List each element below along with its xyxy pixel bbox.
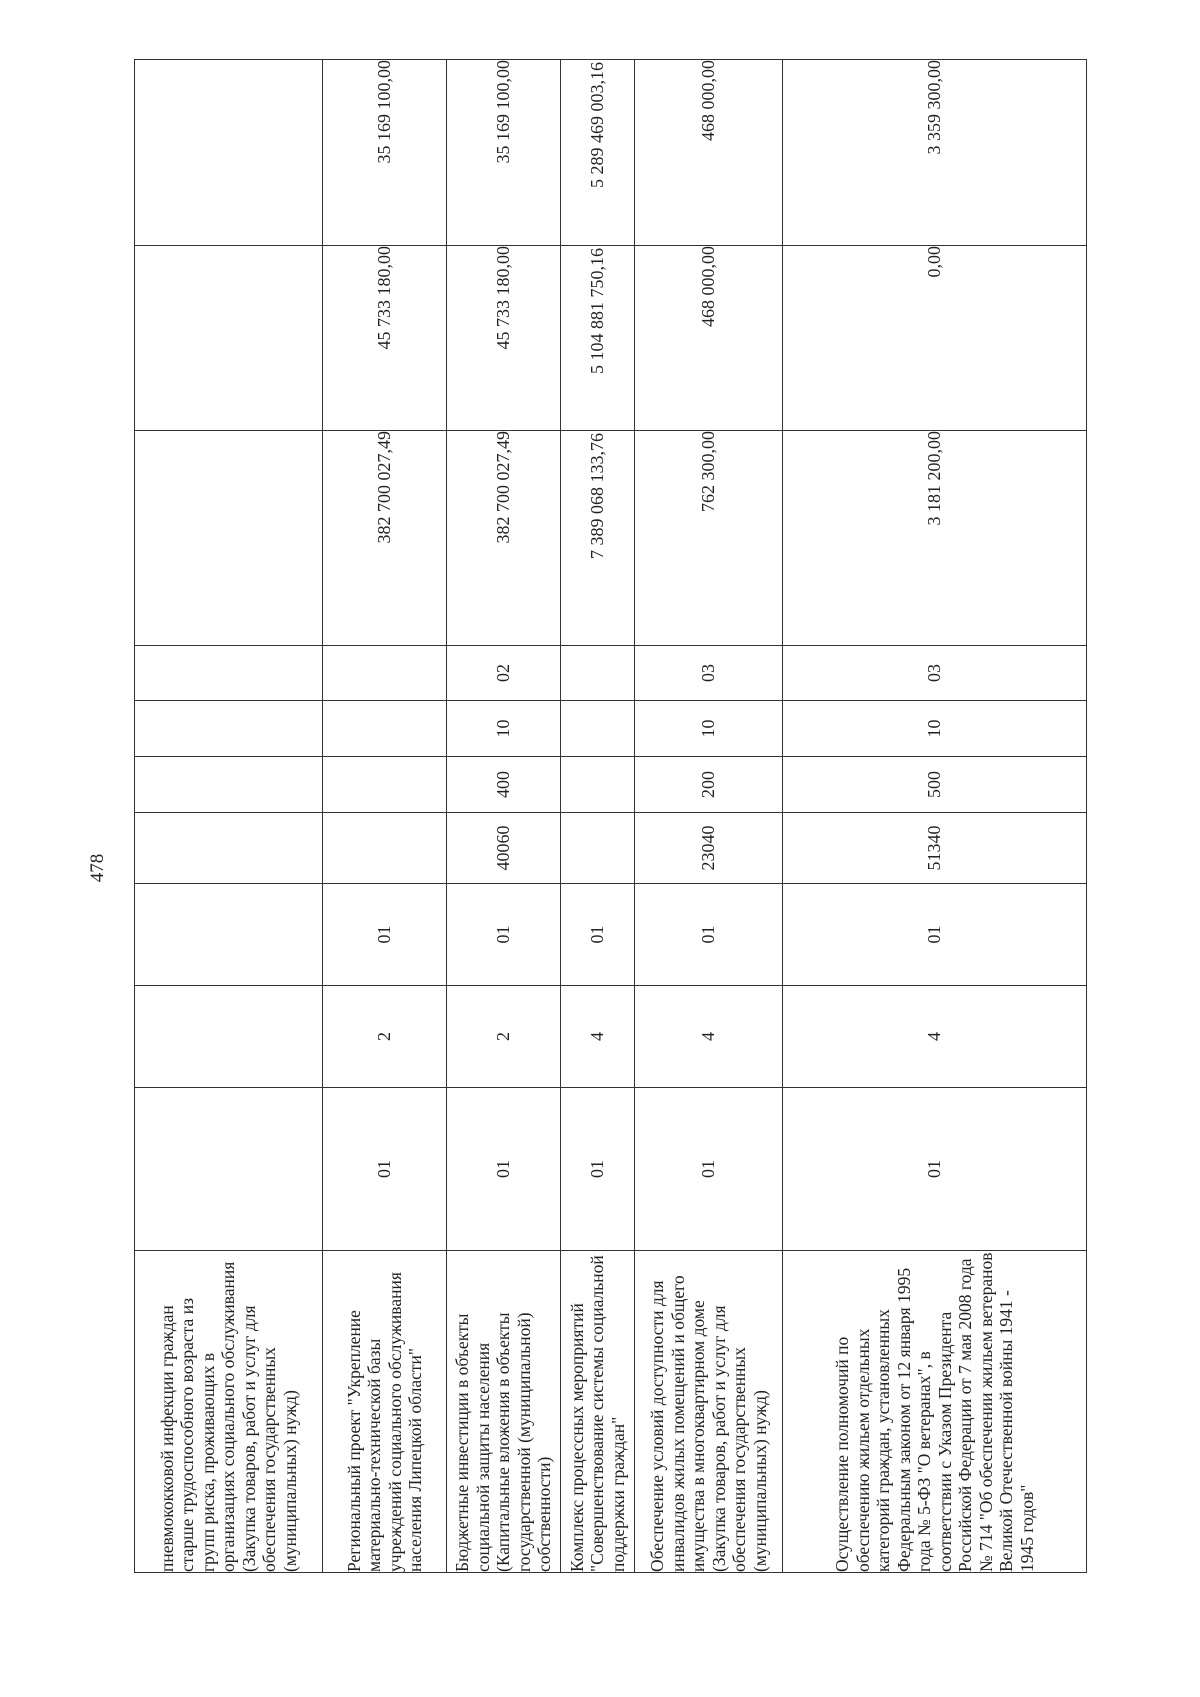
amount-cell: [135, 60, 323, 246]
code-cell: [561, 757, 635, 813]
code-cell: 01: [561, 1088, 635, 1251]
code-cell: 10: [635, 701, 783, 757]
budget-table: [134, 59, 1087, 1573]
amount-cell: 762 300,00: [635, 431, 783, 646]
code-cell: 4: [561, 986, 635, 1088]
table-row: [447, 60, 561, 1573]
amount-cell: [135, 431, 323, 646]
amount-cell: 7 389 068 133,76: [561, 431, 635, 646]
amount-cell: 45 733 180,00: [447, 246, 561, 431]
code-cell: 40060: [447, 813, 561, 884]
budget-table-container: [134, 60, 1086, 1573]
table-row: [323, 60, 447, 1573]
amount-cell: 45 733 180,00: [323, 246, 447, 431]
row-description: Региональный проект "Укрепление материально-технической базы учреждений социального обслуживания населения Липецкой области": [323, 1251, 447, 1573]
amount-cell: 35 169 100,00: [447, 60, 561, 246]
rotated-table: [134, 60, 1086, 1573]
code-cell: [135, 757, 323, 813]
code-cell: 400: [447, 757, 561, 813]
row-description: Комплекс процессных мероприятий "Совершенствование системы социальной поддержки граждан": [561, 1251, 635, 1573]
table-row: [783, 60, 1087, 1573]
code-cell: [135, 884, 323, 986]
table-row: [635, 60, 783, 1573]
code-cell: 10: [447, 701, 561, 757]
code-cell: 01: [447, 884, 561, 986]
code-cell: 2: [323, 986, 447, 1088]
code-cell: 200: [635, 757, 783, 813]
table-row: [561, 60, 635, 1573]
code-cell: 01: [561, 884, 635, 986]
row-description: Обеспечение условий доступности для инвалидов жилых помещений и общего имущества в многоквартирном доме (Закупка товаров, работ и услуг для обеспечения государственных (муниципальных) нужд): [635, 1251, 783, 1573]
code-cell: [135, 701, 323, 757]
code-cell: 02: [447, 646, 561, 701]
amount-cell: [135, 246, 323, 431]
code-cell: 51340: [783, 813, 1087, 884]
code-cell: 23040: [635, 813, 783, 884]
amount-cell: 3 181 200,00: [783, 431, 1087, 646]
amount-cell: 468 000,00: [635, 60, 783, 246]
amount-cell: 3 359 300,00: [783, 60, 1087, 246]
code-cell: [135, 813, 323, 884]
code-cell: [323, 646, 447, 701]
code-cell: 01: [783, 1088, 1087, 1251]
code-cell: 4: [783, 986, 1087, 1088]
code-cell: 01: [635, 884, 783, 986]
amount-cell: 5 104 881 750,16: [561, 246, 635, 431]
code-cell: [561, 646, 635, 701]
amount-cell: 382 700 027,49: [323, 431, 447, 646]
code-cell: 10: [783, 701, 1087, 757]
code-cell: 03: [635, 646, 783, 701]
row-description: Бюджетные инвестиции в объекты социальной защиты населения (Капитальные вложения в объекты государственной (муниципальной) собственности): [447, 1251, 561, 1573]
code-cell: 01: [783, 884, 1087, 986]
amount-cell: 35 169 100,00: [323, 60, 447, 246]
code-cell: [323, 757, 447, 813]
code-cell: [135, 986, 323, 1088]
row-description: пневмококковой инфекции граждан старше трудоспособного возраста из групп риска, проживающих в организациях социального обслуживания (Закупка товаров, работ и услуг для обеспечения государственных (муниципальных) нужд): [135, 1251, 323, 1573]
code-cell: 500: [783, 757, 1087, 813]
code-cell: 01: [323, 884, 447, 986]
amount-cell: 0,00: [783, 246, 1087, 431]
code-cell: [135, 1088, 323, 1251]
code-cell: [323, 813, 447, 884]
table-row: [135, 60, 323, 1573]
page-number: 478: [87, 853, 108, 883]
code-cell: 01: [635, 1088, 783, 1251]
code-cell: [323, 701, 447, 757]
code-cell: [561, 701, 635, 757]
code-cell: 01: [447, 1088, 561, 1251]
row-description: Осуществление полномочий по обеспечению жильем отдельных категорий граждан, установленных Федеральным законом от 12 января 1995 года № 5-ФЗ "О ветеранах", в соответствии с Указом Президента Российской Федерации от 7 мая 2008 года № 714 "Об обеспечении жильем ветеранов Великой Отечественной войны 1941 - 1945 годов": [783, 1251, 1087, 1573]
code-cell: [561, 813, 635, 884]
amount-cell: 468 000,00: [635, 246, 783, 431]
code-cell: [135, 646, 323, 701]
code-cell: 2: [447, 986, 561, 1088]
amount-cell: 5 289 469 003,16: [561, 60, 635, 246]
code-cell: 4: [635, 986, 783, 1088]
code-cell: 01: [323, 1088, 447, 1251]
amount-cell: 382 700 027,49: [447, 431, 561, 646]
code-cell: 03: [783, 646, 1087, 701]
